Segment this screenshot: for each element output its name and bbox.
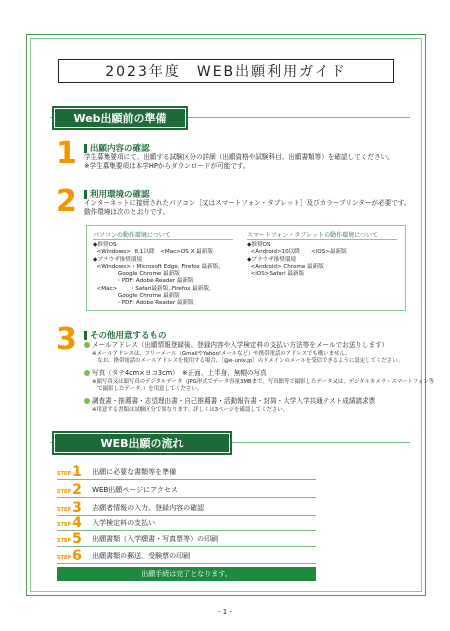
- step-label: STEP: [57, 471, 72, 477]
- page-number: - 1 -: [218, 608, 232, 616]
- step-number: 4: [72, 515, 82, 531]
- item3-bullet-2-note-2: で撮影したデータ。）を用意してください。: [92, 386, 203, 392]
- item3-bullet-1-note-1: ※メールアドレスは、フリーメール（GmailやYahoo!メールなど）や携帯電話のアドレスでも構いません。: [92, 351, 351, 357]
- environment-box: [86, 225, 406, 311]
- pc-env-rule: [93, 239, 233, 240]
- item3-bullet-3: 調査書・推薦書・志望理由書・自己推薦書・活動報告書・封筒・大学入学共通テスト成績請求票: [84, 397, 375, 406]
- step-label: STEP: [57, 507, 72, 513]
- item-title-3-text: その他用意するもの: [90, 331, 167, 341]
- item2-line-1: インターネットに接続されたパソコン［又はスマートフォン・タブレット］及びカラープリンターが必要です。: [84, 199, 411, 207]
- document-title: 2023年度 WEB出願利用ガイド: [58, 59, 394, 83]
- step-row-1: [57, 463, 316, 480]
- item2-line-2: 動作環境は次のとおりです。: [84, 208, 170, 216]
- step-row-6: [57, 547, 316, 564]
- step-number: 1: [72, 464, 82, 480]
- step-row-4: [57, 514, 316, 531]
- section-header-flow: WEB出願の流れ: [52, 431, 232, 455]
- item-title-2-text: 利用環境の確認: [90, 190, 150, 200]
- title-bar-icon: [84, 144, 87, 153]
- pc-env-heading: パソコンの動作環境について: [93, 232, 171, 239]
- item3-bullet-2-note-1: ※顔写真又は顔写真のデジタルデータ（JPG形式でデータ容量3MBまで。写真館等で撮影したデータ又は、デジタルカメラ・スマートフォン等: [92, 379, 435, 385]
- bullet-icon: [84, 398, 90, 404]
- step-text: 志願者情報の入力、登録内容の確認: [92, 504, 205, 512]
- bullet-icon: [84, 370, 90, 376]
- step-row-5: [57, 530, 316, 547]
- step-text: 出願に必要な書類等を準備: [92, 468, 177, 476]
- step-row-2: [57, 481, 316, 498]
- bullet-icon: [84, 342, 90, 348]
- title-bar-icon: [84, 190, 87, 199]
- step-number: 2: [72, 482, 82, 498]
- item3-bullet-2: 写真（タテ4cm×ヨコ3cm） ※正面、上半身、無帽の写真: [84, 369, 267, 378]
- item-title-1-text: 出願内容の確認: [90, 144, 150, 154]
- section-header-preparation: Web出願前の準備: [52, 106, 188, 130]
- title-bar-icon: [84, 331, 87, 340]
- item1-line-1: 学生募集要項にて、出願する試験区分の詳細（出願資格や試験科目、出願書類等）を確認してください。: [84, 153, 394, 161]
- step-number: 6: [72, 548, 82, 564]
- step-number: 3: [72, 500, 82, 516]
- sp-env-rule: [247, 239, 397, 240]
- item-number-1: 1: [56, 136, 77, 171]
- step-text: 出願書類の郵送、受験票の印刷: [92, 552, 191, 560]
- step-label: STEP: [57, 555, 72, 561]
- step-label: STEP: [57, 522, 72, 528]
- step-label: STEP: [57, 489, 72, 495]
- item3-bullet-1: メールアドレス（出願情報登録後、登録内容や入学検定料の支払い方法等をメールでお送りします）: [84, 341, 388, 350]
- item3-bullet-3-note-1: ※用意する書類は試験区分で異なります。詳しくは3ページを確認してください。: [92, 407, 289, 413]
- sp-env-heading: スマートフォン・タブレットの動作環境について: [247, 232, 378, 239]
- sp-env-text: ◆推奨OS <Android>10以降 <iOS>最新版 ◆ブラウザ推奨環境 <Android> Chrome 最新版 <iOS>Safari 最新版: [247, 242, 347, 278]
- step-text: 入学検定料の支払い: [92, 519, 156, 527]
- completion-banner: 出願手続は完了となります。: [57, 567, 316, 581]
- step-number: 5: [72, 531, 82, 547]
- step-label: STEP: [57, 538, 72, 544]
- item-title-3: [84, 329, 167, 341]
- pc-env-text: ◆推奨OS <Windows> 8.1以降 <Mac>OS X 最新版 ◆ブラウザ推奨環境 <Windows>・Microsoft Edge, Firefox 最新版, Google Chrome 最新版 ・PDF: Adobe Reader 最新版 <Mac> ・Safari最新版, Firefox 最新版, Google Chrome 最新版 ・PDF: Adobe Reader 最新版: [93, 242, 221, 307]
- item3-bullet-1-note-2: なお、携帯電話のメールアドレスを使用する場合、［@e-univ.jp］のドメインのメールを受信できるように設定してください。: [92, 358, 403, 364]
- item-number-2: 2: [56, 184, 77, 219]
- item1-line-2: ※学生募集要項は本学HPからダウンロードが可能です。: [84, 162, 250, 170]
- step-text: WEB出願ページにアクセス: [92, 486, 178, 494]
- item-number-3: 3: [56, 322, 77, 357]
- step-text: 出願書類（入学願書・写真票等）の印刷: [92, 535, 219, 543]
